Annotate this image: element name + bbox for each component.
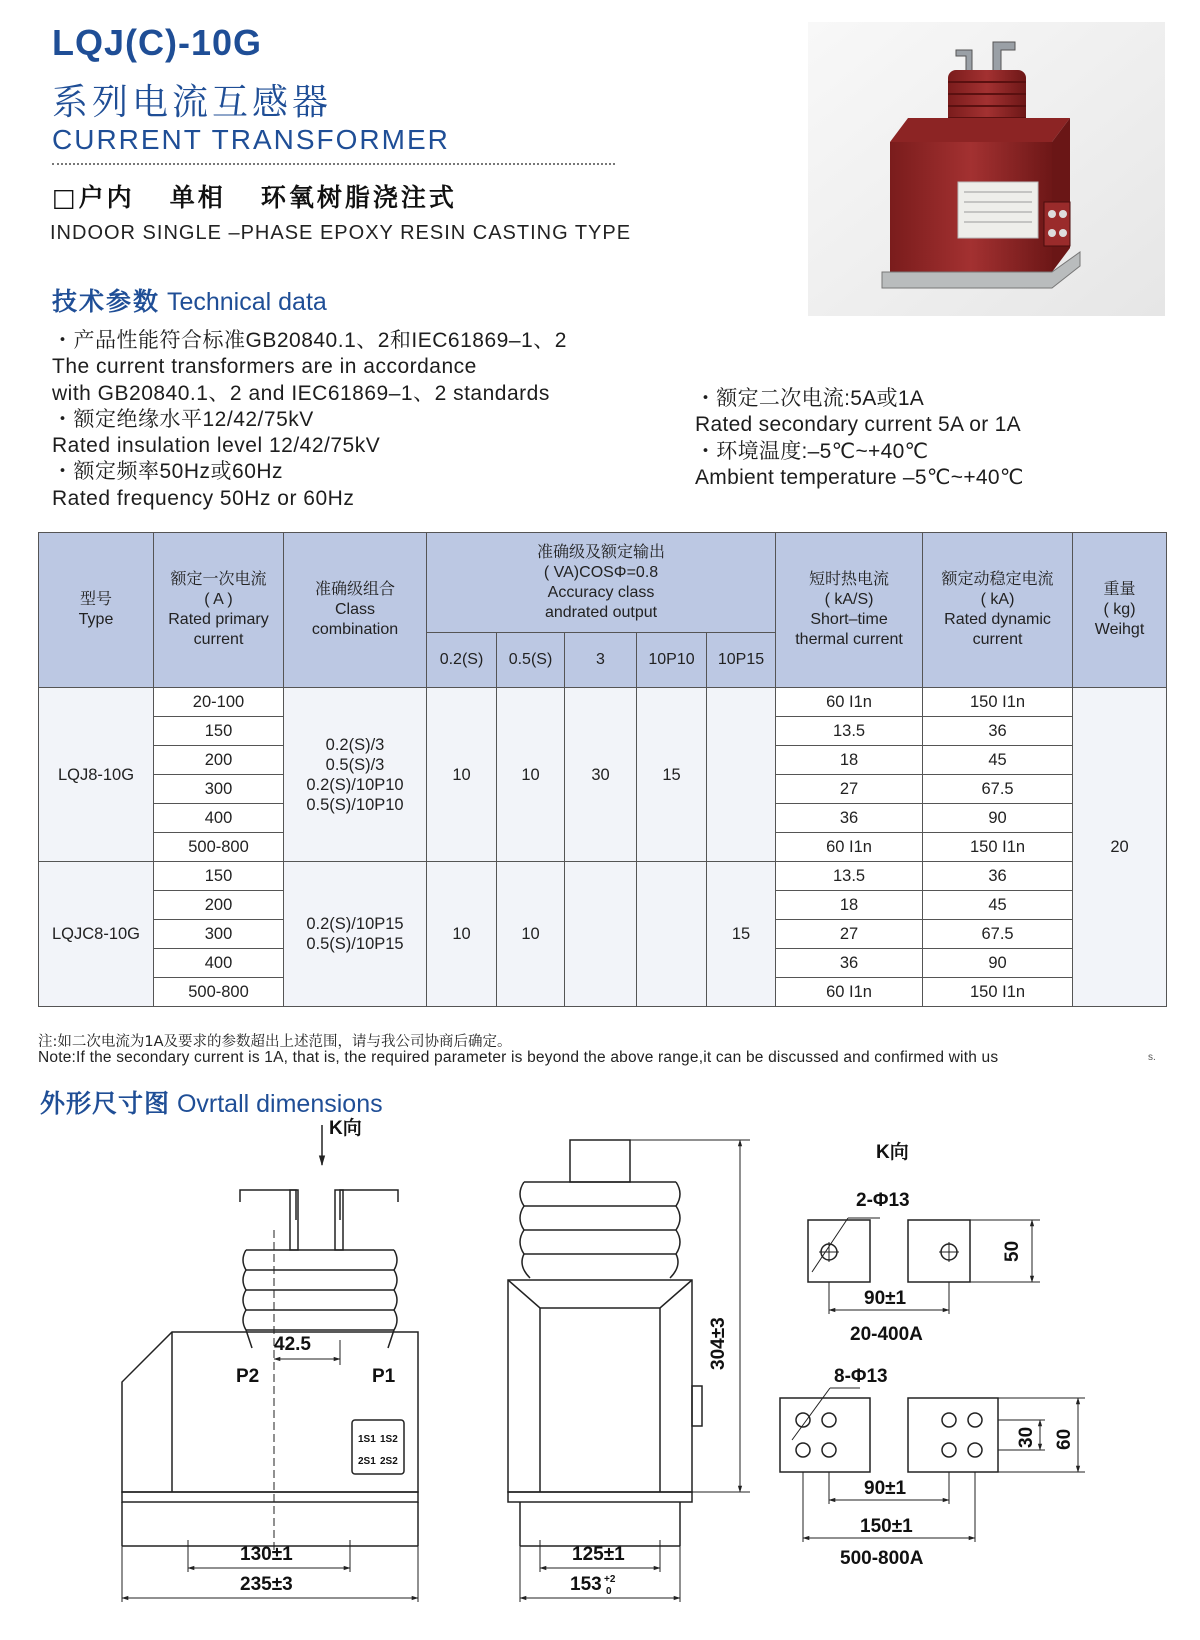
dim-153: 153 <box>570 1574 602 1595</box>
dim-235: 235±3 <box>240 1574 293 1595</box>
param-line: ・环境温度:–5℃~+40℃ <box>695 439 929 463</box>
dim-60: 60 <box>1054 1428 1075 1450</box>
col-header-weight: 重量 ( kg) Weihgt <box>1073 533 1167 688</box>
dotted-divider <box>52 163 615 165</box>
param-line: ・产品性能符合标准GB20840.1、2和IEC61869–1、2 <box>52 329 567 352</box>
terminal-1s1: 1S1 <box>358 1434 376 1445</box>
cell-thermal: 13.5 <box>776 717 923 746</box>
dim-30: 30 <box>1016 1426 1037 1448</box>
cell-primary: 400 <box>154 949 284 978</box>
dim-153-tol-lower: 0 <box>606 1586 612 1597</box>
col-header-dynamic: 额定动稳定电流 ( kA) Rated dynamic current <box>923 533 1073 688</box>
cell-primary: 150 <box>154 862 284 891</box>
subheader-0.5s: 0.5(S) <box>497 633 565 688</box>
label-p2: P2 <box>236 1366 260 1387</box>
dimension-drawings <box>0 1110 1200 1630</box>
col-header-thermal: 短时热电流 ( kA/S) Short–time thermal current <box>776 533 923 688</box>
dim-50: 50 <box>1002 1240 1023 1262</box>
cell-0.2s: 10 <box>427 862 497 1007</box>
side-view <box>508 1140 750 1602</box>
tech-params-right <box>695 386 1024 491</box>
k-view <box>780 1218 1085 1542</box>
note-mark: s. <box>1148 1052 1156 1063</box>
cell-dynamic: 150 I1n <box>923 833 1073 862</box>
param-line: Rated frequency 50Hz or 60Hz <box>52 486 355 510</box>
product-model: LQJ(C)-10G <box>52 22 263 63</box>
k-direction-label: K向 <box>329 1118 362 1139</box>
cell-primary: 20-100 <box>154 688 284 717</box>
cell-thermal: 13.5 <box>776 862 923 891</box>
holes-2-phi13: 2-Φ13 <box>856 1190 910 1211</box>
cell-10p15 <box>707 688 776 862</box>
terminal-1s2: 1S2 <box>380 1434 398 1445</box>
technical-data-heading <box>52 282 327 318</box>
dim-130: 130±1 <box>240 1544 293 1565</box>
subheader-10p10: 10P10 <box>637 633 707 688</box>
cell-dynamic: 67.5 <box>923 775 1073 804</box>
cell-primary: 200 <box>154 746 284 775</box>
subheader-3: 3 <box>565 633 637 688</box>
param-line: Rated secondary current 5A or 1A <box>695 413 1021 437</box>
cell-dynamic: 90 <box>923 949 1073 978</box>
col-header-class: 准确级组合 Class combination <box>284 533 427 688</box>
cell-class: 0.2(S)/10P15 0.5(S)/10P15 <box>284 862 427 1007</box>
technical-data-heading-en: Technical data <box>166 288 327 316</box>
product-name-en: CURRENT TRANSFORMER <box>52 124 450 155</box>
front-view <box>122 1125 418 1602</box>
cell-weight: 20 <box>1073 688 1167 1007</box>
dim-42.5: 42.5 <box>274 1334 311 1355</box>
cell-dynamic: 150 I1n <box>923 978 1073 1007</box>
table-row <box>39 688 1167 717</box>
dimensions-heading-cn: 外形尺寸图 <box>40 1089 171 1118</box>
cell-primary: 150 <box>154 717 284 746</box>
product-photo <box>808 22 1165 316</box>
cell-primary: 500-800 <box>154 978 284 1007</box>
dimensions-heading-en: Ovrtall dimensions <box>176 1090 383 1118</box>
cell-type: LQJ8-10G <box>39 688 154 862</box>
dim-150: 150±1 <box>860 1516 913 1537</box>
cell-dynamic: 36 <box>923 862 1073 891</box>
cell-primary: 300 <box>154 920 284 949</box>
cell-3: 30 <box>565 688 637 862</box>
cell-dynamic: 45 <box>923 891 1073 920</box>
cell-10p10 <box>637 862 707 1007</box>
product-type-cn: □户内 单相 环氧树脂浇注式 <box>52 183 457 212</box>
cell-thermal: 60 I1n <box>776 978 923 1007</box>
col-header-type: 型号 Type <box>39 533 154 688</box>
label-500-800a: 500-800A <box>840 1548 924 1569</box>
cell-0.5s: 10 <box>497 688 565 862</box>
cell-10p15: 15 <box>707 862 776 1007</box>
spec-table <box>38 532 1167 1007</box>
product-type-en: INDOOR SINGLE –PHASE EPOXY RESIN CASTING TYPE <box>50 222 632 244</box>
cell-thermal: 36 <box>776 804 923 833</box>
label-p1: P1 <box>372 1366 396 1387</box>
subheader-0.2s: 0.2(S) <box>427 633 497 688</box>
cell-primary: 400 <box>154 804 284 833</box>
note-cn: 注:如二次电流为1A及要求的参数超出上述范围，请与我公司协商后确定。 <box>38 1034 512 1050</box>
cell-primary: 200 <box>154 891 284 920</box>
technical-data-heading-cn: 技术参数 <box>52 287 161 316</box>
param-line: Rated insulation level 12/42/75kV <box>52 434 381 458</box>
cell-dynamic: 90 <box>923 804 1073 833</box>
param-line: ・额定二次电流:5A或1A <box>695 387 925 410</box>
cell-10p10: 15 <box>637 688 707 862</box>
cell-thermal: 60 I1n <box>776 688 923 717</box>
cell-dynamic: 67.5 <box>923 920 1073 949</box>
table-row <box>39 862 1167 891</box>
cell-0.2s: 10 <box>427 688 497 862</box>
param-line: The current transformers are in accordance <box>52 355 477 379</box>
k-view-title: K向 <box>876 1142 909 1163</box>
cell-primary: 500-800 <box>154 833 284 862</box>
dim-90-b: 90±1 <box>864 1478 907 1499</box>
note-en: Note:If the secondary current is 1A, that is, the required parameter is beyond the above range,it can be discussed and confirmed with us <box>38 1049 999 1066</box>
subheader-10p15: 10P15 <box>707 633 776 688</box>
param-line: ・额定绝缘水平12/42/75kV <box>52 407 314 431</box>
cell-thermal: 27 <box>776 920 923 949</box>
label-20-400a: 20-400A <box>850 1324 923 1345</box>
cell-thermal: 60 I1n <box>776 833 923 862</box>
cell-dynamic: 45 <box>923 746 1073 775</box>
cell-thermal: 18 <box>776 746 923 775</box>
holes-8-phi13: 8-Φ13 <box>834 1366 888 1387</box>
param-line: with GB20840.1、2 and IEC61869–1、2 standards <box>52 381 550 405</box>
cell-0.5s: 10 <box>497 862 565 1007</box>
terminal-2s2: 2S2 <box>380 1456 398 1467</box>
dim-90-a: 90±1 <box>864 1288 907 1309</box>
cell-thermal: 36 <box>776 949 923 978</box>
cell-type: LQJC8-10G <box>39 862 154 1007</box>
cell-thermal: 27 <box>776 775 923 804</box>
product-name-cn: 系列电流互感器 <box>52 82 333 123</box>
cell-dynamic: 150 I1n <box>923 688 1073 717</box>
col-header-accuracy: 准确级及额定输出 ( VA)COSΦ=0.8 Accuracy class andrated output <box>427 533 776 633</box>
tech-params-left <box>52 328 567 512</box>
param-line: Ambient temperature –5℃~+40℃ <box>695 465 1024 489</box>
cell-3 <box>565 862 637 1007</box>
cell-dynamic: 36 <box>923 717 1073 746</box>
cell-class: 0.2(S)/3 0.5(S)/3 0.2(S)/10P10 0.5(S)/10P10 <box>284 688 427 862</box>
cell-primary: 300 <box>154 775 284 804</box>
param-line: ・额定频率50Hz或60Hz <box>52 460 284 484</box>
dim-304: 304±3 <box>708 1317 729 1370</box>
dim-125: 125±1 <box>572 1544 625 1565</box>
terminal-2s1: 2S1 <box>358 1456 376 1467</box>
cell-thermal: 18 <box>776 891 923 920</box>
dim-153-tol-upper: +2 <box>604 1574 616 1585</box>
col-header-primary: 额定一次电流 ( A ) Rated primary current <box>154 533 284 688</box>
